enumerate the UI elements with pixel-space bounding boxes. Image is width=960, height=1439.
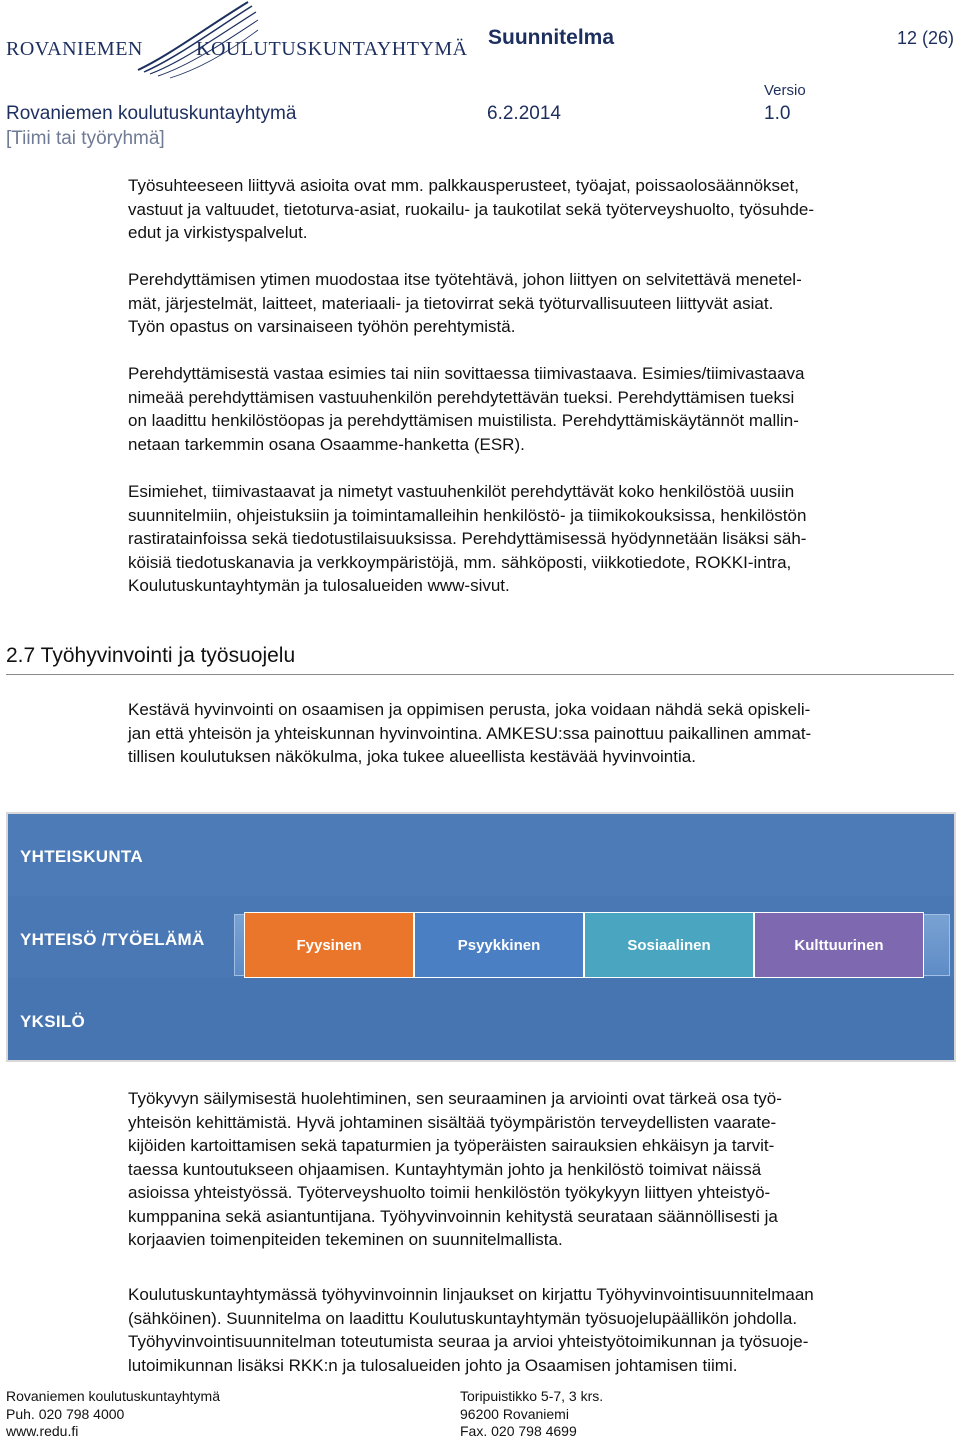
level-band-society — [8, 814, 954, 896]
logo-text-right: KOULUTUSKUNTAYHTYMÄ — [196, 38, 468, 60]
level-band-individual — [8, 978, 954, 1060]
text-line: Työsuhteeseen liittyvä asioita ovat mm. palkkausperusteet, työajat, poissaolosäännökset, — [128, 176, 799, 195]
box-social: Sosiaalinen — [584, 912, 754, 978]
document-date: 6.2.2014 — [487, 103, 561, 124]
page-number: 12 (26) — [897, 28, 955, 48]
paragraph — [128, 480, 946, 598]
paragraph — [128, 362, 946, 456]
wellbeing-diagram — [6, 812, 956, 1062]
version-label: Versio — [764, 82, 806, 99]
footer-phone: Puh. 020 798 4000 — [6, 1406, 125, 1422]
section-number: 2.7 — [6, 644, 36, 667]
text-line: tillisen koulutuksen näkökulma, joka tukee alueellista kestävää hyvinvointia. — [128, 747, 696, 766]
text-line: Työn opastus on varsinaiseen työhön perehtymistä. — [128, 317, 516, 336]
logo — [0, 0, 468, 80]
footer-organization: Rovaniemen koulutuskuntayhtymä — [6, 1388, 221, 1404]
box-physical: Fyysinen — [244, 912, 414, 978]
text-line: kumppanina sekä asiantuntijana. Työhyvinvoinnin kehitystä seurataan säännöllisesti ja — [128, 1206, 778, 1226]
footer-fax: Fax. 020 798 4699 — [460, 1423, 577, 1439]
paragraph — [128, 1283, 946, 1377]
text-line: rastiratainfoissa sekä tiedotustilaisuuksissa. Perehdyttämisessä hyödynnetään lisäksi säh- — [128, 529, 807, 548]
paragraph — [128, 698, 946, 769]
text-line: Koulutuskuntayhtymässä työhyvinvoinnin linjaukset on kirjattu Työhyvinvointisuunnitelmaan — [128, 1285, 814, 1304]
text-line: Perehdyttämisen ytimen muodostaa itse työtehtävä, johon liittyen on selvitettävä menetel- — [128, 270, 802, 289]
text-line: lutoimikunnan lisäksi RKK:n ja tulosalueiden johto ja Osaamisen johtamisen tiimi. — [128, 1355, 738, 1375]
footer-address: Toripuistikko 5-7, 3 krs. — [460, 1388, 604, 1404]
paragraph — [128, 268, 946, 339]
text-line: (sähköinen). Suunnitelma on laadittu Koulutuskuntayhtymän työsuojelupäällikön johdolla. — [128, 1308, 798, 1328]
text-line: Esimiehet, tiimivastaavat ja nimetyt vastuuhenkilöt perehdyttävät koko henkilöstöä uusiin — [128, 482, 795, 501]
text-line: Kestävä hyvinvointi on osaamisen ja oppimisen perusta, joka voidaan nähdä sekä opiskeli- — [128, 700, 811, 719]
document-type: Suunnitelma — [488, 26, 615, 49]
section-heading — [6, 644, 295, 668]
section-title: Työhyvinvointi ja työsuojelu — [40, 644, 296, 667]
level-label-individual: YKSILÖ — [20, 1012, 86, 1031]
box-cultural: Kulttuurinen — [754, 912, 924, 978]
footer-website[interactable]: www.redu.fi — [6, 1423, 79, 1439]
text-line: edut ja virkistyspalvelut. — [128, 223, 308, 242]
text-line: vastuut ja valtuudet, tietoturva-asiat, ruokailu- ja taukotilat sekä työterveyshuolto, työsuhde- — [128, 199, 815, 219]
paragraph — [128, 174, 946, 245]
text-line: jan että yhteisön ja yhteiskunnan hyvinvointina. AMKESU:ssa painottuu paikallinen ammat- — [128, 723, 812, 743]
organization-name: Rovaniemen koulutuskuntayhtymä — [6, 103, 297, 124]
text-line: Työhyvinvointisuunnitelman toteutumista seuraa ja arvioi yhteistyötoimikunnan ja työsuoje- — [128, 1332, 809, 1351]
text-line: kijöiden kartoittamisen sekä tapaturmien ja työperäisten sairauksien ehkäisyn ja tarvit- — [128, 1136, 775, 1155]
text-line: Koulutuskuntayhtymän ja tulosalueiden www-sivut. — [128, 576, 510, 595]
text-line: taessa kuntoutukseen ohjaamisen. Kuntayhtymän johto ja henkilöstö toimivat näissä — [128, 1159, 762, 1179]
footer-postal: 96200 Rovaniemi — [460, 1406, 569, 1422]
text-line: suunnitelmiin, ohjeistuksiin ja toimintamalleihin henkilöstö- ja tiimikokouksissa, henkilöstön — [128, 505, 807, 525]
text-line: on laadittu henkilöstöopas ja perehdyttämisen muistilista. Perehdyttämiskäytännöt mallin- — [128, 411, 799, 430]
team-placeholder: [Tiimi tai työryhmä] — [6, 128, 165, 149]
text-line: asioissa yhteistyössä. Työterveyshuolto toimii henkilöstön työkykyyn liittyen yhteistyö- — [128, 1183, 771, 1202]
text-line: nimeää perehdyttämisen vastuuhenkilön perehdytettävän tueksi. Perehdyttämisen tueksi — [128, 387, 795, 407]
text-line: Työkyvyn säilymisestä huolehtiminen, sen seuraaminen ja arviointi ovat tärkeä osa työ- — [128, 1089, 782, 1108]
level-label-community: YHTEISÖ /TYÖELÄMÄ — [20, 930, 205, 949]
text-line: köisiä tiedotuskanavia ja verkkoympäristöjä, mm. sähköposti, viikkotiedote, ROKKI-intra, — [128, 552, 792, 572]
section-divider — [6, 674, 954, 675]
text-line: korjaavien toimenpiteiden tekeminen on suunnitelmallista. — [128, 1230, 563, 1249]
box-psychological: Psyykkinen — [414, 912, 584, 978]
level-label-society: YHTEISKUNTA — [20, 847, 143, 866]
text-line: Perehdyttämisestä vastaa esimies tai niin sovittaessa tiimivastaava. Esimies/tiimivastaava — [128, 364, 805, 383]
text-line: yhteisön kehittämistä. Hyvä johtaminen sisältää työympäristön terveydellisten vaarate- — [128, 1112, 777, 1132]
paragraph — [128, 1087, 946, 1252]
text-line: mät, järjestelmät, laitteet, materiaali- ja tietovirrat sekä työturvallisuuteen liittyvät asiat. — [128, 293, 774, 313]
logo-text-left: ROVANIEMEN — [6, 38, 143, 60]
text-line: netaan tarkemmin osana Osaamme-hanketta (ESR). — [128, 434, 525, 454]
version-number: 1.0 — [764, 103, 791, 124]
